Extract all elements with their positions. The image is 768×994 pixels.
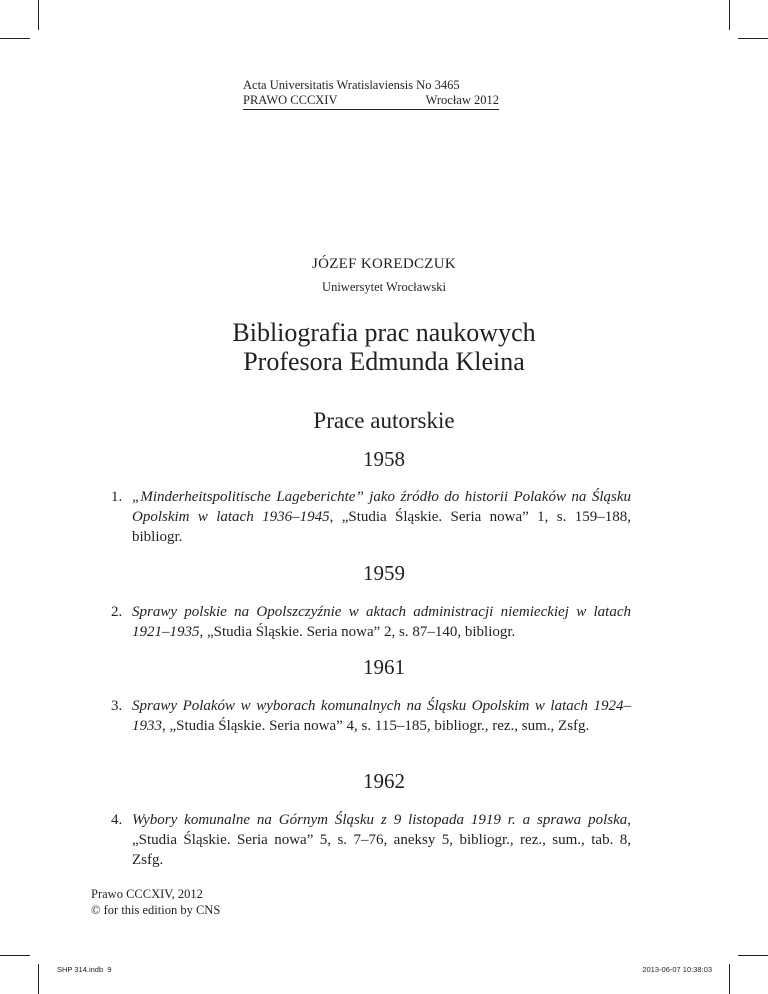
bibliography-entry — [111, 487, 631, 547]
crop-mark — [729, 0, 730, 30]
entry-details: , „Studia Śląskie. Seria nowa” 4, s. 115–185, bibliogr., rez., sum., Zsfg. — [162, 718, 590, 734]
series-label: PRAWO CCCXIV — [243, 93, 338, 107]
year-heading: 1962 — [363, 769, 405, 793]
slug-filename: SHP 314.indb — [57, 965, 104, 974]
entry-details: , „Studia Śląskie. Seria nowa” 1, s. 159–188, bibliogr. — [132, 509, 631, 545]
year-heading: 1959 — [363, 561, 405, 585]
entry-number: 2. — [111, 604, 123, 620]
section-heading: Prace autorskie — [313, 408, 455, 433]
crop-mark — [729, 964, 730, 994]
entry-number: 4. — [111, 812, 123, 828]
entry-text — [132, 487, 631, 547]
journal-line — [243, 78, 499, 93]
article-title — [0, 318, 768, 376]
running-header — [243, 78, 499, 110]
copyright-footer — [91, 886, 220, 918]
author-affiliation: Uniwersytet Wrocławski — [322, 280, 446, 294]
series-line — [243, 93, 499, 110]
entry-title: Wybory komunalne na Górnym Śląsku z 9 listopada 1919 r. a sprawa polska — [132, 812, 628, 828]
crop-mark — [38, 964, 39, 994]
crop-mark — [0, 955, 30, 956]
year-heading: 1961 — [363, 655, 405, 679]
bibliography-entry — [111, 602, 631, 642]
crop-mark — [0, 38, 30, 39]
entry-details: , „Studia Śląskie. Seria nowa” 2, s. 87–140, bibliogr. — [199, 624, 516, 640]
entry-details: , „Studia Śląskie. Seria nowa” 5, s. 7–76, aneksy 5, bibliogr., rez., sum., tab. 8, Zsfg. — [132, 812, 631, 868]
footer-copyright: © for this edition by CNS — [91, 903, 221, 917]
crop-mark — [738, 955, 768, 956]
entry-text — [132, 696, 631, 736]
bibliography-entry — [111, 696, 631, 736]
bibliography-entry — [111, 810, 631, 870]
place-year: Wrocław 2012 — [425, 93, 499, 107]
entry-title: Sprawy Polaków w wyborach komunalnych na Śląsku Opolskim w latach 1924–1933 — [132, 698, 631, 734]
print-slug-timestamp: 2013-06-07 10:38:03 — [642, 965, 712, 974]
print-slug-file — [57, 965, 112, 974]
entry-title: „Minderheitspolitische Lageberichte” jako źródło do historii Polaków na Śląsku Opolskim w latach 1936–1945 — [132, 489, 631, 525]
entry-text — [132, 810, 631, 870]
year-heading: 1958 — [363, 447, 405, 471]
title-line-2: Profesora Edmunda Kleina — [243, 347, 525, 376]
title-line-1: Bibliografia prac naukowych — [232, 318, 536, 347]
crop-mark — [738, 38, 768, 39]
entry-number: 1. — [111, 489, 123, 505]
journal-name: Acta Universitatis Wratislaviensis No 3465 — [243, 78, 460, 92]
author-name: JÓZEF KOREDCZUK — [311, 256, 457, 272]
slug-page: 9 — [107, 965, 112, 974]
entry-text — [132, 602, 631, 642]
entry-title: Sprawy polskie na Opolszczyźnie w aktach administracji niemieckiej w latach 1921–1935 — [132, 604, 631, 640]
crop-mark — [38, 0, 39, 30]
entry-number: 3. — [111, 698, 123, 714]
footer-citation: Prawo CCCXIV, 2012 — [91, 887, 203, 901]
